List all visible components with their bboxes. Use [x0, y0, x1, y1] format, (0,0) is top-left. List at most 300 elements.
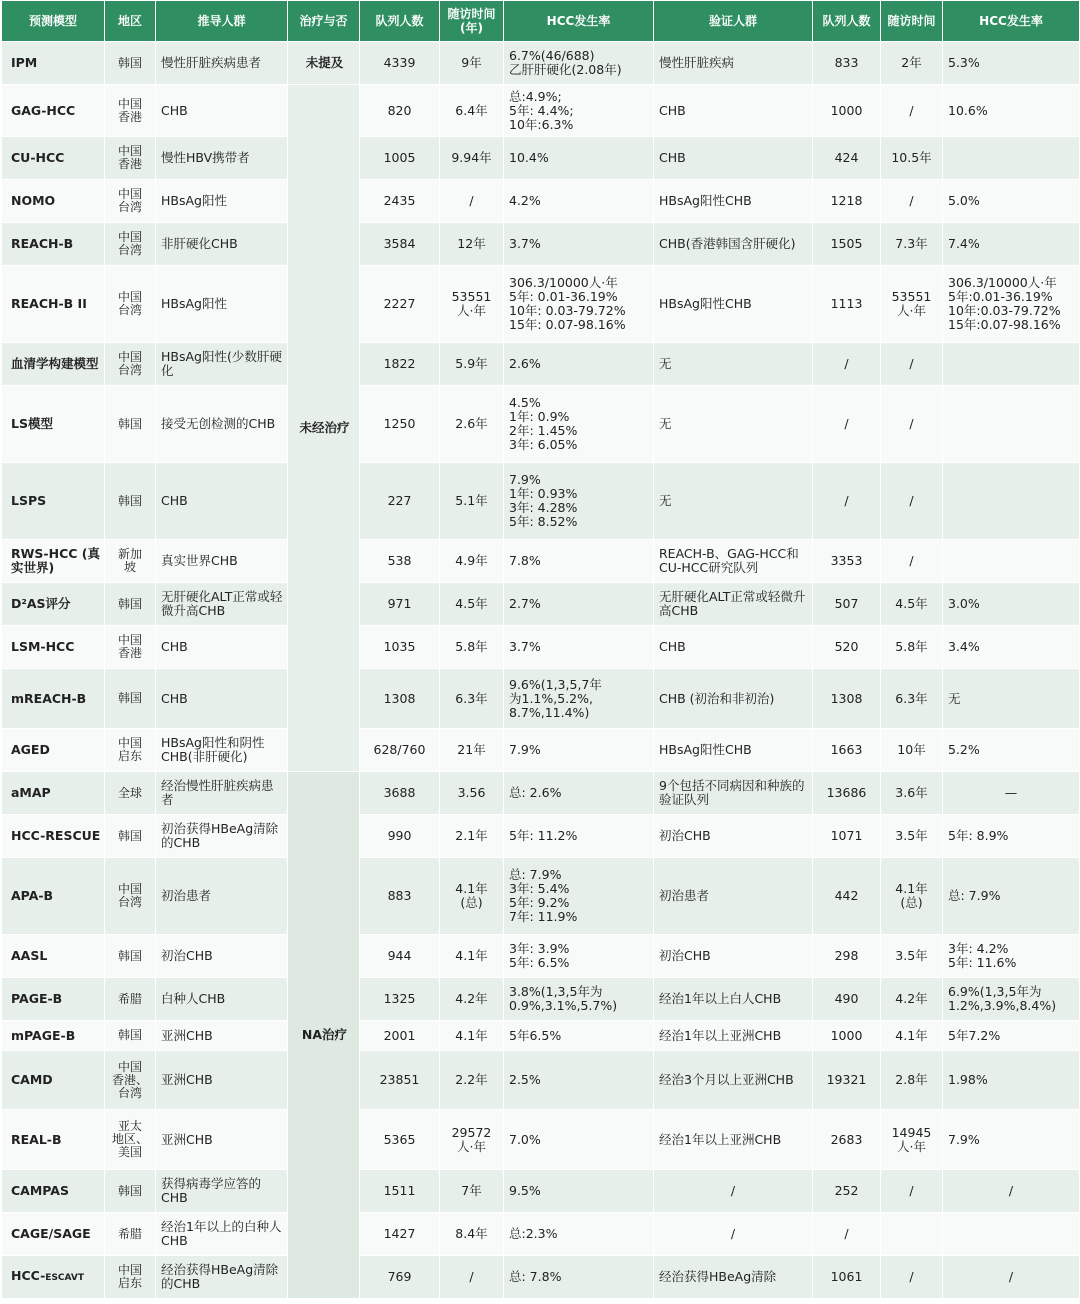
hcc-rate-cell: 9.6%(1,3,5,7年 为1.1%,5.2%, 8.7%,11.4%): [504, 669, 654, 729]
validation-cohort-cell: /: [813, 343, 881, 386]
followup-cell: 3.56: [440, 772, 504, 815]
model-name-text: HCC-: [11, 1268, 46, 1283]
cohort-size-cell: 4339: [360, 42, 440, 85]
model-name: [2, 583, 105, 626]
derive-population-cell: 获得病毒学应答的CHB: [156, 1170, 288, 1213]
validation-cohort-cell: 1218: [813, 180, 881, 223]
model-name: [2, 1213, 105, 1256]
validation-hcc-cell: 306.3/10000人·年 5年:0.01-36.19% 10年:0.03-79.72% 15年:0.07-98.16%: [943, 266, 1080, 343]
followup-cell: 5.9年: [440, 343, 504, 386]
validation-cohort-cell: /: [813, 1213, 881, 1256]
validation-followup-cell: 3.6年: [881, 772, 943, 815]
followup-cell: 6.3年: [440, 669, 504, 729]
followup-cell: 8.4年: [440, 1213, 504, 1256]
derive-population-cell: 非肝硬化CHB: [156, 223, 288, 266]
validation-followup-cell: 10年: [881, 729, 943, 772]
model-name-text: REACH-B: [11, 236, 74, 251]
derive-population-cell: 经治获得HBeAg清除的CHB: [156, 1256, 288, 1299]
cohort-size-cell: 3584: [360, 223, 440, 266]
followup-cell: 4.1年: [440, 935, 504, 978]
validation-hcc-cell: [943, 463, 1080, 540]
hcc-rate-cell: 2.5%: [504, 1051, 654, 1110]
validation-cohort-cell: 19321: [813, 1051, 881, 1110]
validation-hcc-cell: [943, 1213, 1080, 1256]
model-name-text: D²AS评分: [11, 596, 71, 611]
model-name: [2, 1256, 105, 1299]
hcc-rate-cell: 5年: 11.2%: [504, 815, 654, 858]
derive-population-cell: 初治患者: [156, 858, 288, 935]
hcc-rate-cell: 2.7%: [504, 583, 654, 626]
region-cell: 中国 台湾: [105, 266, 156, 343]
validation-followup-cell: /: [881, 1256, 943, 1299]
table-row: [2, 1170, 1080, 1213]
validation-followup-cell: 7.3年: [881, 223, 943, 266]
validation-population-cell: 无: [654, 463, 813, 540]
region-cell: 中国 启东: [105, 1256, 156, 1299]
validation-followup-cell: /: [881, 463, 943, 540]
model-name: [2, 815, 105, 858]
cohort-size-cell: 944: [360, 935, 440, 978]
hcc-rate-cell: 6.7%(46/688) 乙肝肝硬化(2.08年): [504, 42, 654, 85]
cohort-size-cell: 1250: [360, 386, 440, 463]
validation-population-cell: HBsAg阳性CHB: [654, 180, 813, 223]
validation-population-cell: HBsAg阳性CHB: [654, 266, 813, 343]
validation-population-cell: CHB: [654, 626, 813, 669]
region-cell: 韩国: [105, 1021, 156, 1051]
table-row: [2, 772, 1080, 815]
treatment-na-cell: NA治疗: [288, 772, 360, 1299]
model-name-text: IPM: [11, 55, 38, 70]
hcc-rate-cell: 7.0%: [504, 1110, 654, 1170]
table-row: [2, 935, 1080, 978]
table-body: [2, 42, 1080, 1299]
validation-hcc-cell: /: [943, 1170, 1080, 1213]
model-name: [2, 223, 105, 266]
region-cell: 中国 台湾: [105, 343, 156, 386]
header-derive-pop: 推导人群: [156, 1, 288, 42]
validation-hcc-cell: 7.9%: [943, 1110, 1080, 1170]
validation-followup-cell: /: [881, 540, 943, 583]
table-row: [2, 858, 1080, 935]
validation-cohort-cell: 1308: [813, 669, 881, 729]
region-cell: 韩国: [105, 935, 156, 978]
model-name: [2, 1051, 105, 1110]
validation-hcc-cell: 5.3%: [943, 42, 1080, 85]
validation-population-cell: 初治CHB: [654, 935, 813, 978]
model-name-text: NOMO: [11, 193, 56, 208]
validation-followup-cell: 4.1年 (总): [881, 858, 943, 935]
followup-cell: /: [440, 1256, 504, 1299]
validation-cohort-cell: 507: [813, 583, 881, 626]
model-name: [2, 463, 105, 540]
model-name-text: REACH-B II: [11, 296, 87, 311]
model-name-text: CAGE/SAGE: [11, 1226, 91, 1241]
table-row: [2, 1213, 1080, 1256]
derive-population-cell: HBsAg阳性: [156, 266, 288, 343]
hcc-rate-cell: 7.9%: [504, 729, 654, 772]
cohort-size-cell: 2227: [360, 266, 440, 343]
model-name: [2, 1170, 105, 1213]
validation-hcc-cell: [943, 540, 1080, 583]
table-row: [2, 583, 1080, 626]
hcc-rate-cell: 306.3/10000人·年 5年: 0.01-36.19% 10年: 0.03-79.72% 15年: 0.07-98.16%: [504, 266, 654, 343]
cohort-size-cell: 23851: [360, 1051, 440, 1110]
validation-population-cell: 经治1年以上亚洲CHB: [654, 1021, 813, 1051]
header-hcc: HCC发生率: [504, 1, 654, 42]
model-name-text: RWS-HCC (真实世界): [11, 546, 100, 575]
derive-population-cell: 真实世界CHB: [156, 540, 288, 583]
validation-population-cell: /: [654, 1170, 813, 1213]
cohort-size-cell: 1005: [360, 137, 440, 180]
followup-cell: 12年: [440, 223, 504, 266]
table-row: [2, 137, 1080, 180]
hcc-rate-cell: 3.7%: [504, 223, 654, 266]
followup-cell: 4.1年 (总): [440, 858, 504, 935]
derive-population-cell: 初治CHB: [156, 935, 288, 978]
validation-cohort-cell: 298: [813, 935, 881, 978]
table-row: [2, 978, 1080, 1021]
cohort-size-cell: 538: [360, 540, 440, 583]
cohort-size-cell: 1325: [360, 978, 440, 1021]
model-name: [2, 978, 105, 1021]
validation-cohort-cell: 520: [813, 626, 881, 669]
validation-population-cell: CHB: [654, 85, 813, 137]
cohort-size-cell: 2001: [360, 1021, 440, 1051]
table-row: [2, 266, 1080, 343]
validation-followup-cell: 14945 人·年: [881, 1110, 943, 1170]
validation-cohort-cell: 13686: [813, 772, 881, 815]
validation-followup-cell: 4.2年: [881, 978, 943, 1021]
cohort-size-cell: 628/760: [360, 729, 440, 772]
validation-population-cell: REACH-B、GAG-HCC和CU-HCC研究队列: [654, 540, 813, 583]
model-name: [2, 266, 105, 343]
validation-hcc-cell: 5.2%: [943, 729, 1080, 772]
table-row: [2, 729, 1080, 772]
hcc-rate-cell: 7.8%: [504, 540, 654, 583]
hcc-rate-cell: 3.7%: [504, 626, 654, 669]
cohort-size-cell: 990: [360, 815, 440, 858]
hcc-rate-cell: 4.5% 1年: 0.9% 2年: 1.45% 3年: 6.05%: [504, 386, 654, 463]
validation-population-cell: 经治3个月以上亚洲CHB: [654, 1051, 813, 1110]
validation-cohort-cell: 424: [813, 137, 881, 180]
model-name: [2, 343, 105, 386]
cohort-size-cell: 1822: [360, 343, 440, 386]
derive-population-cell: 慢性肝脏疾病患者: [156, 42, 288, 85]
validation-population-cell: 经治获得HBeAg清除: [654, 1256, 813, 1299]
validation-population-cell: HBsAg阳性CHB: [654, 729, 813, 772]
table-row: [2, 42, 1080, 85]
validation-population-cell: 无肝硬化ALT正常或轻微升高CHB: [654, 583, 813, 626]
followup-cell: 4.1年: [440, 1021, 504, 1051]
validation-followup-cell: 6.3年: [881, 669, 943, 729]
hcc-rate-cell: 10.4%: [504, 137, 654, 180]
derive-population-cell: CHB: [156, 85, 288, 137]
derive-population-cell: HBsAg阳性(少数肝硬化: [156, 343, 288, 386]
model-name: [2, 935, 105, 978]
region-cell: 全球: [105, 772, 156, 815]
validation-cohort-cell: 1505: [813, 223, 881, 266]
model-name-text: LSPS: [11, 493, 47, 508]
validation-followup-cell: 3.5年: [881, 935, 943, 978]
region-cell: 亚太 地区、 美国: [105, 1110, 156, 1170]
model-name: [2, 540, 105, 583]
cohort-size-cell: 2435: [360, 180, 440, 223]
cohort-size-cell: 883: [360, 858, 440, 935]
model-name: [2, 626, 105, 669]
header-region: 地区: [105, 1, 156, 42]
followup-cell: 6.4年: [440, 85, 504, 137]
hcc-rate-cell: 2.6%: [504, 343, 654, 386]
followup-cell: 21年: [440, 729, 504, 772]
derive-population-cell: 经治慢性肝脏疾病患者: [156, 772, 288, 815]
header-treated: 治疗与否: [288, 1, 360, 42]
validation-population-cell: 无: [654, 343, 813, 386]
cohort-size-cell: 3688: [360, 772, 440, 815]
model-name-text: mREACH-B: [11, 690, 87, 706]
region-cell: 韩国: [105, 1170, 156, 1213]
derive-population-cell: 亚洲CHB: [156, 1110, 288, 1170]
validation-hcc-cell: 无: [943, 669, 1080, 729]
validation-hcc-cell: 6.9%(1,3,5年为 1.2%,3.9%,8.4%): [943, 978, 1080, 1021]
region-cell: 中国 台湾: [105, 223, 156, 266]
validation-cohort-cell: 1000: [813, 85, 881, 137]
followup-cell: 7年: [440, 1170, 504, 1213]
model-name-text: HCC-RESCUE: [11, 828, 101, 843]
header-valid-pop: 验证人群: [654, 1, 813, 42]
table-row: [2, 626, 1080, 669]
validation-followup-cell: 4.1年: [881, 1021, 943, 1051]
hcc-rate-cell: 7.9% 1年: 0.93% 3年: 4.28% 5年: 8.52%: [504, 463, 654, 540]
validation-hcc-cell: 5年: 8.9%: [943, 815, 1080, 858]
followup-cell: /: [440, 180, 504, 223]
derive-population-cell: HBsAg阳性: [156, 180, 288, 223]
region-cell: 希腊: [105, 1213, 156, 1256]
validation-hcc-cell: [943, 343, 1080, 386]
table-row: [2, 669, 1080, 729]
cohort-size-cell: 5365: [360, 1110, 440, 1170]
model-name-text: GAG-HCC: [11, 102, 76, 118]
region-cell: 韩国: [105, 463, 156, 540]
validation-hcc-cell: 总: 7.9%: [943, 858, 1080, 935]
validation-population-cell: 慢性肝脏疾病: [654, 42, 813, 85]
cohort-size-cell: 1035: [360, 626, 440, 669]
model-name: [2, 669, 105, 729]
validation-population-cell: 9个包括不同病因和种族的验证队列: [654, 772, 813, 815]
model-name: [2, 137, 105, 180]
model-name-text: 血清学构建模型: [11, 356, 99, 371]
hcc-rate-cell: 3.8%(1,3,5年为 0.9%,3.1%,5.7%): [504, 978, 654, 1021]
header-followup: 随访时间(年): [440, 1, 504, 42]
derive-population-cell: 初治获得HBeAg清除的CHB: [156, 815, 288, 858]
validation-cohort-cell: 833: [813, 42, 881, 85]
cohort-size-cell: 1308: [360, 669, 440, 729]
validation-population-cell: CHB: [654, 137, 813, 180]
model-name: [2, 180, 105, 223]
treatment-untreated-cell: 未经治疗: [288, 85, 360, 772]
region-cell: 希腊: [105, 978, 156, 1021]
hcc-rate-cell: 总: 2.6%: [504, 772, 654, 815]
model-name-text: REAL-B: [11, 1131, 62, 1147]
table-row: [2, 180, 1080, 223]
region-cell: 中国 台湾: [105, 858, 156, 935]
hcc-rate-cell: 总:2.3%: [504, 1213, 654, 1256]
validation-cohort-cell: 2683: [813, 1110, 881, 1170]
table-row: [2, 815, 1080, 858]
validation-cohort-cell: 490: [813, 978, 881, 1021]
model-name-text: PAGE-B: [11, 991, 63, 1006]
validation-cohort-cell: 3353: [813, 540, 881, 583]
region-cell: 中国 台湾: [105, 180, 156, 223]
table-row: [2, 540, 1080, 583]
model-name: [2, 858, 105, 935]
validation-cohort-cell: /: [813, 386, 881, 463]
table-header-row: [2, 1, 1080, 42]
model-name: [2, 772, 105, 815]
derive-population-cell: 经治1年以上的白种人CHB: [156, 1213, 288, 1256]
followup-cell: 53551 人·年: [440, 266, 504, 343]
model-name: [2, 85, 105, 137]
validation-population-cell: 初治患者: [654, 858, 813, 935]
region-cell: 中国 香港: [105, 626, 156, 669]
model-name-text: AASL: [11, 948, 48, 963]
derive-population-cell: 慢性HBV携带者: [156, 137, 288, 180]
hcc-rate-cell: 9.5%: [504, 1170, 654, 1213]
validation-followup-cell: /: [881, 1170, 943, 1213]
model-name-text: aMAP: [11, 785, 51, 800]
followup-cell: 2.2年: [440, 1051, 504, 1110]
region-cell: 新加 坡: [105, 540, 156, 583]
validation-followup-cell: /: [881, 180, 943, 223]
model-name-text: CAMPAS: [11, 1183, 69, 1198]
table-row: [2, 1051, 1080, 1110]
table-row: [2, 343, 1080, 386]
validation-followup-cell: /: [881, 343, 943, 386]
hcc-rate-cell: 4.2%: [504, 180, 654, 223]
validation-followup-cell: /: [881, 386, 943, 463]
validation-cohort-cell: 1113: [813, 266, 881, 343]
validation-followup-cell: 3.5年: [881, 815, 943, 858]
hcc-rate-cell: 总: 7.9% 3年: 5.4% 5年: 9.2% 7年: 11.9%: [504, 858, 654, 935]
derive-population-cell: CHB: [156, 626, 288, 669]
followup-cell: 9.94年: [440, 137, 504, 180]
model-name-text: AGED: [11, 742, 50, 757]
header-model: 预测模型: [2, 1, 105, 42]
validation-population-cell: 无: [654, 386, 813, 463]
table-row: [2, 386, 1080, 463]
validation-cohort-cell: 1663: [813, 729, 881, 772]
validation-hcc-cell: 5.0%: [943, 180, 1080, 223]
derive-population-cell: 接受无创检测的CHB: [156, 386, 288, 463]
followup-cell: 9年: [440, 42, 504, 85]
region-cell: 韩国: [105, 386, 156, 463]
validation-followup-cell: /: [881, 85, 943, 137]
validation-hcc-cell: 7.4%: [943, 223, 1080, 266]
validation-hcc-cell: 1.98%: [943, 1051, 1080, 1110]
derive-population-cell: 无肝硬化ALT正常或轻微升高CHB: [156, 583, 288, 626]
table-row: [2, 1021, 1080, 1051]
validation-followup-cell: [881, 1213, 943, 1256]
followup-cell: 4.2年: [440, 978, 504, 1021]
validation-hcc-cell: /: [943, 1256, 1080, 1299]
cohort-size-cell: 227: [360, 463, 440, 540]
region-cell: 中国 香港: [105, 137, 156, 180]
validation-followup-cell: 53551 人·年: [881, 266, 943, 343]
header-valid-hcc: HCC发生率: [943, 1, 1080, 42]
table-row: [2, 223, 1080, 266]
header-valid-cohort: 队列人数: [813, 1, 881, 42]
validation-hcc-cell: —: [943, 772, 1080, 815]
hcc-rate-cell: 总: 7.8%: [504, 1256, 654, 1299]
header-valid-followup: 随访时间: [881, 1, 943, 42]
model-name-text: CAMD: [11, 1072, 53, 1087]
treatment-cell: 未提及: [288, 42, 360, 85]
region-cell: 中国 启东: [105, 729, 156, 772]
validation-cohort-cell: /: [813, 463, 881, 540]
validation-cohort-cell: 252: [813, 1170, 881, 1213]
validation-population-cell: 经治1年以上亚洲CHB: [654, 1110, 813, 1170]
cohort-size-cell: 1427: [360, 1213, 440, 1256]
validation-followup-cell: 2年: [881, 42, 943, 85]
model-name-text: mPAGE-B: [11, 1027, 76, 1043]
region-cell: 中国 香港、 台湾: [105, 1051, 156, 1110]
validation-hcc-cell: 3.0%: [943, 583, 1080, 626]
derive-population-cell: 白种人CHB: [156, 978, 288, 1021]
model-name-text: LSM-HCC: [11, 639, 75, 654]
derive-population-cell: CHB: [156, 463, 288, 540]
followup-cell: 4.5年: [440, 583, 504, 626]
model-name-text: APA-B: [11, 888, 54, 903]
cohort-size-cell: 820: [360, 85, 440, 137]
model-name: [2, 1021, 105, 1051]
derive-population-cell: 亚洲CHB: [156, 1021, 288, 1051]
validation-population-cell: 经治1年以上白人CHB: [654, 978, 813, 1021]
validation-cohort-cell: 1061: [813, 1256, 881, 1299]
hcc-rate-cell: 5年6.5%: [504, 1021, 654, 1051]
model-name-text: LS模型: [11, 416, 53, 431]
table-row: [2, 1256, 1080, 1299]
model-name: [2, 729, 105, 772]
followup-cell: 5.8年: [440, 626, 504, 669]
derive-population-cell: HBsAg阳性和阴性CHB(非肝硬化): [156, 729, 288, 772]
model-name-subscript: ESCAVT: [45, 1273, 84, 1283]
table-row: [2, 1110, 1080, 1170]
cohort-size-cell: 971: [360, 583, 440, 626]
region-cell: 韩国: [105, 42, 156, 85]
followup-cell: 2.6年: [440, 386, 504, 463]
derive-population-cell: 亚洲CHB: [156, 1051, 288, 1110]
header-cohort: 队列人数: [360, 1, 440, 42]
derive-population-cell: CHB: [156, 669, 288, 729]
region-cell: 韩国: [105, 669, 156, 729]
validation-population-cell: CHB (初治和非初治): [654, 669, 813, 729]
model-name: [2, 42, 105, 85]
validation-population-cell: /: [654, 1213, 813, 1256]
hcc-rate-cell: 总:4.9%; 5年: 4.4%; 10年:6.3%: [504, 85, 654, 137]
model-name-text: CU-HCC: [11, 150, 65, 165]
validation-followup-cell: 10.5年: [881, 137, 943, 180]
hcc-models-table: [1, 0, 1080, 1299]
followup-cell: 29572 人·年: [440, 1110, 504, 1170]
followup-cell: 5.1年: [440, 463, 504, 540]
cohort-size-cell: 1511: [360, 1170, 440, 1213]
validation-hcc-cell: 3.4%: [943, 626, 1080, 669]
model-name: [2, 386, 105, 463]
validation-followup-cell: 5.8年: [881, 626, 943, 669]
table-row: [2, 463, 1080, 540]
validation-followup-cell: 2.8年: [881, 1051, 943, 1110]
validation-cohort-cell: 1000: [813, 1021, 881, 1051]
followup-cell: 2.1年: [440, 815, 504, 858]
